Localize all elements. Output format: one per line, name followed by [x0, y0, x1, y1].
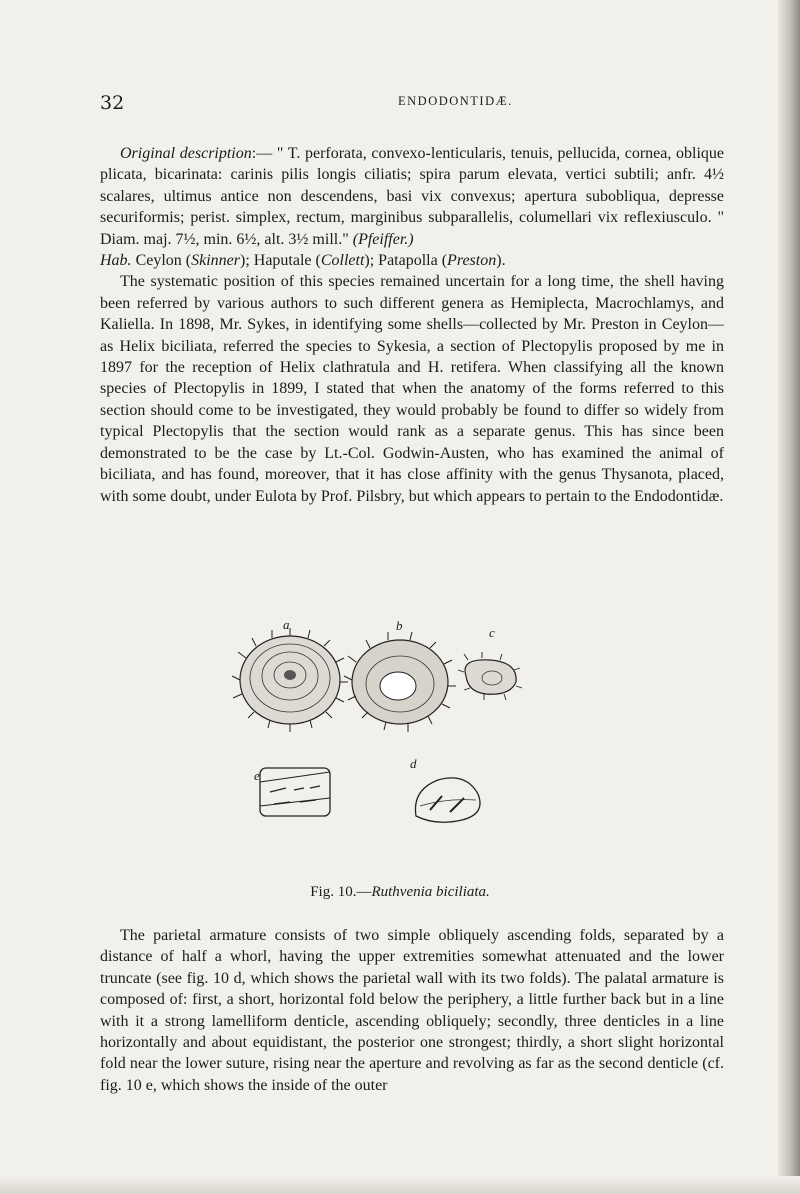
- hab-preston: Preston: [447, 252, 497, 270]
- shell-view-c: [458, 652, 522, 700]
- fig-label-e: e: [254, 768, 260, 783]
- systematic-discussion: The systematic position of this species remained uncertain for a long time, the shell having been referred by various authors to such different genera as Hemiplecta, Macrochlamys, and Kaliella. In 1898, Mr. Sykes, in identifying some shells—collected by Mr. Preston in Ceylon— as Helix biciliata, referred the species to Sykesia, a section of Plectopylis proposed by me in 1897 for the reception of Helix clathratula and H. retifera. When classifying all the known species of Plectopylis in 1899, I stated that when the anatomy of the forms referred to this section should come to be investigated, they would probably be found to differ so widely from typical Plectopylis that the section would rank as a separate genus. This has since been demonstrated to be the case by Lt.-Col. Godwin-Austen, who has examined the animal of biciliata, and has found, moreover, that it has close affinity with the genus Thysanota, placed, with some doubt, under Eulota by Prof. Pilsbry, but which appears to pertain to the Endodontidæ.: [100, 273, 724, 505]
- paragraph-armature: [100, 925, 724, 1096]
- fig-label-d: d: [410, 756, 417, 771]
- original-description-label: Original description: [120, 145, 252, 162]
- figure-10: [100, 617, 750, 920]
- original-description-text: :— " T. perforata, convexo-lenticularis, tenuis, pellucida, cornea, oblique plicata, bicarinata: carinis pilis longis ciliatis; spira parum elevata, vertici subtili; anfr. 4½ scalares, ultimus antice non descendens, basi vix convexus; apertura subobliqua, depresse securiformis; perist. simplex, rectum, marginibus subparallelis, columellari vix reflexiusculo. " Diam. maj. 7½, min. 6½, alt. 3½ mill.": [100, 145, 725, 248]
- running-head: ENDODONTIDÆ.: [398, 94, 513, 108]
- figure-caption: [100, 884, 700, 901]
- fig-label-b: b: [396, 618, 403, 633]
- hab-skinner: Skinner: [191, 252, 240, 270]
- hab-text-2: ); Haputale (: [239, 252, 321, 270]
- shell-illustrations: [100, 620, 660, 880]
- pfeiffer-citation: (Pfeiffer.): [352, 230, 414, 248]
- page-number: 32: [100, 92, 125, 114]
- original-description: [100, 143, 724, 250]
- figure-caption-name: Ruthvenia biciliata.: [371, 884, 490, 900]
- hab-text-4: ).: [496, 252, 506, 270]
- armature-text: The parietal armature consists of two simple obliquely ascending folds, separated by a distance of half a whorl, having the upper extremities somewhat attenuated and the lower truncate (see fig. 10 d, which shows the parietal wall with its two folds). The palatal armature is composed of: first, a short, horizontal fold below the periphery, a little further back but in a line with it a strong lamelliform denticle, ascending obliquely; secondly, three denticles in a line horizontally and about equidistant, the posterior one strongest; thirdly, a short slight horizontal fold near the lower suture, rising near the aperture and revolving as far as the second denticle (cf. fig. 10 e, which shows the inside of the outer: [100, 927, 724, 1094]
- page-header: [100, 92, 750, 116]
- aperture-detail-e: [260, 768, 330, 816]
- habitat-line: [100, 250, 724, 271]
- figure-caption-prefix: Fig. 10.—: [310, 884, 372, 900]
- page-edge-right: [778, 0, 800, 1194]
- shell-view-b: [344, 632, 456, 732]
- hab-text: Ceylon (: [131, 252, 192, 270]
- shell-view-a: [232, 628, 348, 732]
- page-edge-bottom: [0, 1176, 800, 1194]
- hab-label: Hab.: [100, 252, 132, 270]
- paragraph-description: [100, 143, 724, 507]
- fig-label-a: a: [283, 617, 290, 632]
- parietal-wall-d: [415, 778, 480, 822]
- hab-text-3: ); Patapolla (: [364, 252, 448, 270]
- fig-label-c: c: [489, 625, 495, 640]
- hab-collett: Collett: [320, 252, 365, 270]
